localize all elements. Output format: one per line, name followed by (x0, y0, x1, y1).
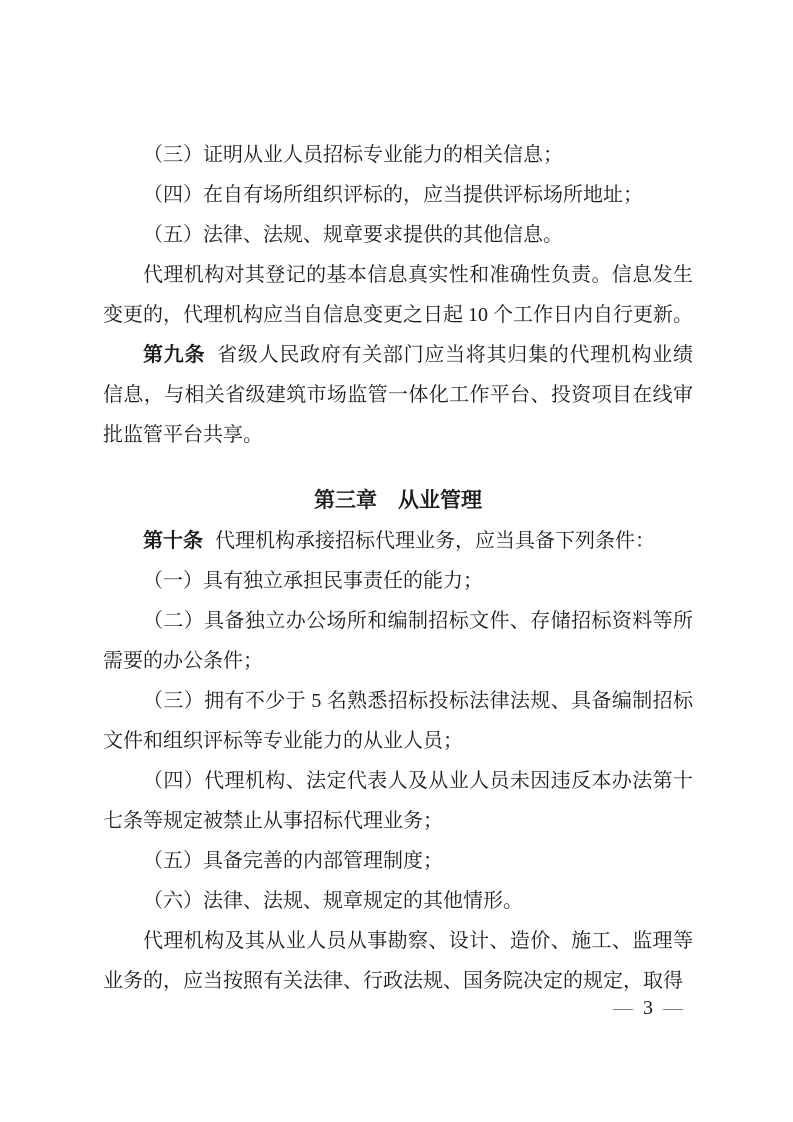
clause-item: （四）在自有场所组织评标的，应当提供评标场所地址； (143, 184, 643, 206)
page-number-right-dash: — (663, 997, 683, 1019)
body-paragraph: 代理机构及其从业人员从事勘察、设计、造价、施工、监理等业务的，应当按照有关法律、行政法规、国务院决定的规定，取得 (103, 930, 693, 992)
clause-item: （一）具有独立承担民事责任的能力； (143, 570, 483, 592)
article-text: 省级人民政府有关部门应当将其归集的代理机构业绩信息，与相关省级建筑市场监管一体化工作平台、投资项目在线审批监管平台共享。 (103, 344, 694, 446)
article-text: 代理机构承接招标代理业务，应当具备下列条件： (215, 530, 655, 552)
article-number-label: 第十条 (143, 530, 203, 552)
clause-item: （五）具备完善的内部管理制度； (143, 850, 443, 872)
clause-item: （四）代理机构、法定代表人及从业人员未因违反本办法第十七条等规定被禁止从事招标代理业务； (103, 770, 693, 832)
page-number-value: 3 (643, 997, 653, 1019)
clause-item: （三）证明从业人员招标专业能力的相关信息； (143, 144, 563, 166)
clause-item: （五）法律、法规、规章要求提供的其他信息。 (143, 224, 563, 246)
body-paragraph: 代理机构对其登记的基本信息真实性和准确性负责。信息发生变更的，代理机构应当自信息变更之日起 10 个工作日内自行更新。 (103, 264, 693, 326)
clause-item: （六）法律、法规、规章规定的其他情形。 (143, 890, 523, 912)
document-body (103, 135, 693, 1001)
article-number-label: 第九条 (143, 344, 206, 366)
article-paragraph (103, 335, 693, 455)
page-number (603, 993, 693, 1023)
clause-item: （三）拥有不少于 5 名熟悉招标投标法律法规、具备编制招标文件和组织评标等专业能力的从业人员； (103, 690, 693, 752)
article-paragraph (103, 521, 693, 561)
clause-item: （二）具备独立办公场所和编制招标文件、存储招标资料等所需要的办公条件； (103, 610, 693, 672)
page-number-left-dash: — (613, 997, 633, 1019)
chapter-heading: 第三章 从业管理 (314, 489, 482, 512)
